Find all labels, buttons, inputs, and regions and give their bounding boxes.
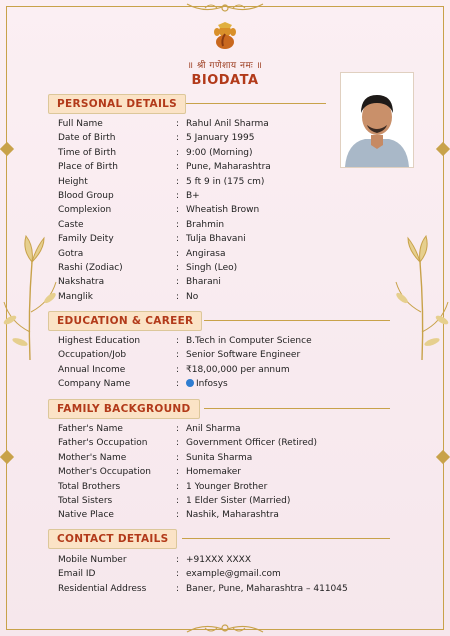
section-divider: [204, 408, 390, 409]
detail-value: No: [186, 291, 199, 302]
detail-separator: :: [176, 467, 180, 478]
detail-value: Rahul Anil Sharma: [186, 119, 269, 129]
detail-separator: :: [176, 350, 180, 361]
detail-label: Residential Address: [58, 583, 147, 594]
detail-value: ₹18,00,000 per annum: [186, 364, 290, 375]
company-logo-icon: [186, 379, 194, 387]
detail-label: Gotra: [58, 248, 84, 259]
section-divider: [204, 320, 390, 321]
detail-value: example@gmail.com: [186, 569, 281, 580]
detail-separator: :: [176, 555, 180, 565]
detail-label: Family Deity: [58, 234, 114, 245]
detail-separator: :: [176, 379, 180, 390]
detail-label: Company Name: [58, 379, 131, 390]
detail-separator: :: [176, 234, 180, 245]
detail-value: B+: [186, 191, 200, 201]
detail-value: Sunita Sharma: [186, 452, 253, 463]
detail-separator: :: [176, 205, 180, 216]
detail-label: Place of Birth: [58, 162, 118, 173]
detail-separator: :: [176, 569, 180, 580]
detail-label: Occupation/Job: [58, 350, 127, 361]
detail-separator: :: [176, 291, 180, 302]
detail-value: Anil Sharma: [186, 424, 241, 434]
detail-value: Nashik, Maharashtra: [186, 510, 279, 521]
detail-separator: :: [176, 133, 180, 144]
detail-label: Complexion: [58, 205, 112, 216]
detail-separator: :: [176, 496, 180, 506]
detail-value: Homemaker: [186, 467, 241, 478]
detail-separator: :: [176, 263, 180, 273]
detail-label: Manglik: [58, 291, 93, 302]
detail-value: +91XXX XXXX: [186, 555, 252, 565]
detail-value: Bharani: [186, 277, 221, 288]
detail-label: Father's Name: [58, 424, 123, 434]
detail-separator: :: [176, 119, 180, 129]
section-divider: [186, 103, 326, 104]
company-name-text: Infosys: [196, 379, 228, 390]
section-title-education: EDUCATION & CAREER: [48, 311, 202, 331]
section-divider: [182, 538, 390, 539]
detail-value: 1 Elder Sister (Married): [186, 496, 291, 506]
detail-label: Time of Birth: [58, 147, 117, 158]
detail-value: Tulja Bhavani: [186, 234, 246, 245]
detail-separator: :: [176, 364, 180, 375]
detail-separator: :: [176, 248, 180, 259]
detail-label: Annual Income: [58, 364, 126, 375]
bottom-flourish-icon: [185, 620, 265, 636]
detail-label: Father's Occupation: [58, 438, 148, 449]
detail-label: Mobile Number: [58, 555, 127, 565]
detail-label: Total Brothers: [58, 481, 121, 492]
detail-separator: :: [176, 176, 180, 187]
detail-label: Email ID: [58, 569, 96, 580]
section-title-personal: PERSONAL DETAILS: [48, 94, 186, 114]
detail-separator: :: [176, 510, 180, 521]
detail-value: Senior Software Engineer: [186, 350, 301, 361]
detail-value: Wheatish Brown: [186, 205, 260, 216]
detail-label: Rashi (Zodiac): [58, 263, 123, 273]
detail-label: Native Place: [58, 510, 114, 521]
detail-separator: :: [176, 424, 180, 434]
detail-separator: :: [176, 162, 180, 173]
right-floral-icon: [392, 232, 450, 362]
detail-label: Mother's Occupation: [58, 467, 151, 478]
detail-value: Singh (Leo): [186, 263, 238, 273]
detail-value: Government Officer (Retired): [186, 438, 318, 449]
detail-value: Brahmin: [186, 219, 225, 230]
section-title-family: FAMILY BACKGROUND: [48, 399, 200, 419]
detail-label: Total Sisters: [58, 496, 113, 506]
detail-separator: :: [176, 452, 180, 463]
detail-value: B.Tech in Computer Science: [186, 336, 312, 346]
detail-separator: :: [176, 147, 180, 158]
detail-label: Mother's Name: [58, 452, 127, 463]
detail-separator: :: [176, 219, 180, 230]
detail-value: 9:00 (Morning): [186, 147, 253, 158]
left-floral-icon: [0, 232, 60, 362]
detail-label: Caste: [58, 219, 84, 230]
detail-separator: :: [176, 438, 180, 449]
person-photo-icon: [341, 73, 413, 167]
detail-value: 1 Younger Brother: [186, 481, 268, 492]
detail-value: 5 January 1995: [186, 133, 255, 144]
detail-separator: :: [176, 277, 180, 288]
detail-label: Blood Group: [58, 191, 114, 201]
detail-label: Full Name: [58, 119, 103, 129]
ganesha-icon: [212, 22, 238, 50]
detail-separator: :: [176, 481, 180, 492]
section-title-contact: CONTACT DETAILS: [48, 529, 177, 549]
detail-value: 5 ft 9 in (175 cm): [186, 176, 265, 187]
detail-label: Date of Birth: [58, 133, 116, 144]
detail-separator: :: [176, 336, 180, 346]
detail-value: [186, 378, 228, 391]
detail-label: Nakshatra: [58, 277, 105, 288]
detail-separator: :: [176, 191, 180, 201]
profile-photo: [340, 72, 414, 168]
invocation-text: ॥ श्री गणेशाय नमः ॥: [187, 61, 263, 71]
detail-separator: :: [176, 583, 180, 594]
detail-label: Height: [58, 176, 88, 187]
top-flourish-icon: [185, 0, 265, 16]
detail-value: Angirasa: [186, 248, 226, 259]
detail-value: Pune, Maharashtra: [186, 162, 271, 173]
page-title: BIODATA: [191, 73, 259, 88]
detail-value: Baner, Pune, Maharashtra – 411045: [186, 583, 348, 594]
detail-label: Highest Education: [58, 336, 141, 346]
